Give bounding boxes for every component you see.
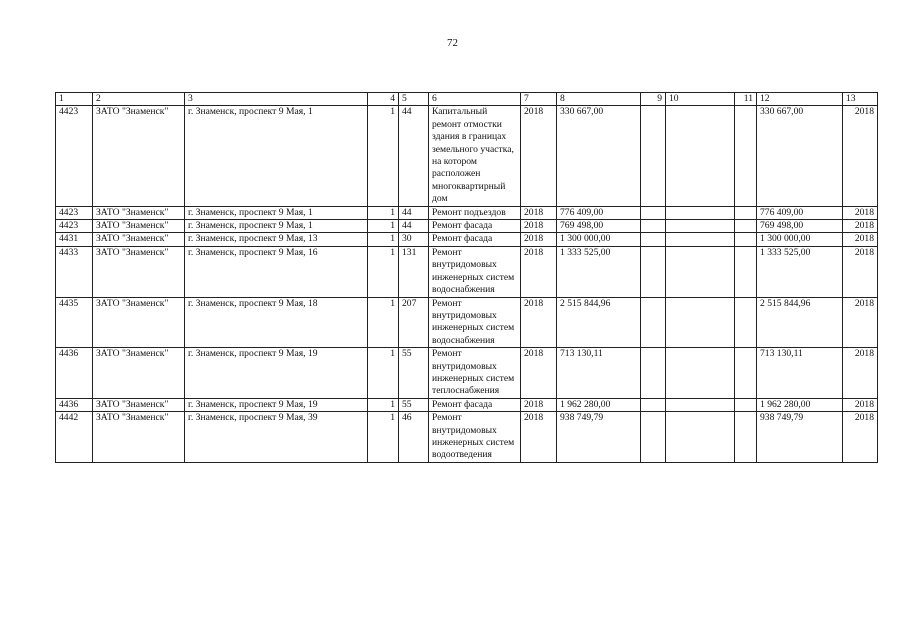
address-cell: г. Знаменск, проспект 9 Мая, 18 [185,297,368,348]
col11-cell [735,233,757,246]
column-header: 11 [735,93,757,106]
row-number-cell: 4435 [56,297,93,348]
total-cost-cell: 2 515 844,96 [757,297,843,348]
column-header: 7 [521,93,557,106]
address-cell: г. Знаменск, проспект 9 Мая, 16 [185,246,368,297]
municipality-cell: ЗАТО "Знаменск" [93,412,185,463]
work-type-cell: Ремонт подъездов [429,206,521,219]
row-number-cell: 4423 [56,206,93,219]
col10-cell [666,246,735,297]
address-cell: г. Знаменск, проспект 9 Мая, 19 [185,348,368,399]
total-cost-cell: 769 498,00 [757,220,843,233]
year-cell: 2018 [521,106,557,206]
address-cell: г. Знаменск, проспект 9 Мая, 13 [185,233,368,246]
cost-cell: 938 749,79 [557,412,641,463]
completion-year-cell: 2018 [843,233,878,246]
col5-cell: 30 [399,233,429,246]
address-cell: г. Знаменск, проспект 9 Мая, 1 [185,106,368,206]
completion-year-cell: 2018 [843,398,878,411]
municipality-cell: ЗАТО "Знаменск" [93,348,185,399]
capital-repair-table [55,92,878,463]
col10-cell [666,206,735,219]
total-cost-cell: 1 333 525,00 [757,246,843,297]
table-row [56,412,878,463]
header-row [56,93,878,106]
address-cell: г. Знаменск, проспект 9 Мая, 1 [185,220,368,233]
col4-cell: 1 [368,246,399,297]
table-row [56,398,878,411]
completion-year-cell: 2018 [843,412,878,463]
row-number-cell: 4423 [56,220,93,233]
column-header: 1 [56,93,93,106]
cost-cell: 1 300 000,00 [557,233,641,246]
col5-cell: 44 [399,206,429,219]
year-cell: 2018 [521,246,557,297]
col10-cell [666,348,735,399]
work-type-cell: Ремонт внутридомовых инженерных систем водоотведения [429,412,521,463]
work-type-cell: Ремонт фасада [429,233,521,246]
year-cell: 2018 [521,348,557,399]
col5-cell: 55 [399,348,429,399]
col10-cell [666,233,735,246]
cost-cell: 769 498,00 [557,220,641,233]
col4-cell: 1 [368,106,399,206]
year-cell: 2018 [521,398,557,411]
col11-cell [735,297,757,348]
year-cell: 2018 [521,220,557,233]
col10-cell [666,412,735,463]
municipality-cell: ЗАТО "Знаменск" [93,398,185,411]
municipality-cell: ЗАТО "Знаменск" [93,233,185,246]
col5-cell: 207 [399,297,429,348]
total-cost-cell: 776 409,00 [757,206,843,219]
cost-cell: 776 409,00 [557,206,641,219]
total-cost-cell: 1 300 000,00 [757,233,843,246]
col9-cell [641,220,666,233]
table-row [56,297,878,348]
table-row [56,233,878,246]
col9-cell [641,412,666,463]
col4-cell: 1 [368,297,399,348]
address-cell: г. Знаменск, проспект 9 Мая, 1 [185,206,368,219]
row-number-cell: 4433 [56,246,93,297]
cost-cell: 713 130,11 [557,348,641,399]
page-number: 72 [447,37,458,49]
col5-cell: 46 [399,412,429,463]
col9-cell [641,246,666,297]
total-cost-cell: 1 962 280,00 [757,398,843,411]
column-header: 2 [93,93,185,106]
work-type-cell: Ремонт внутридомовых инженерных систем водоснабжения [429,246,521,297]
col11-cell [735,106,757,206]
address-cell: г. Знаменск, проспект 9 Мая, 19 [185,398,368,411]
col10-cell [666,106,735,206]
column-header: 5 [399,93,429,106]
cost-cell: 1 962 280,00 [557,398,641,411]
column-header: 3 [185,93,368,106]
work-type-cell: Ремонт внутридомовых инженерных систем теплоснабжения [429,348,521,399]
municipality-cell: ЗАТО "Знаменск" [93,297,185,348]
col9-cell [641,233,666,246]
column-header: 6 [429,93,521,106]
col4-cell: 1 [368,233,399,246]
col9-cell [641,348,666,399]
year-cell: 2018 [521,297,557,348]
col9-cell [641,106,666,206]
column-header: 13 [843,93,878,106]
work-type-cell: Ремонт фасада [429,398,521,411]
table-row [56,106,878,206]
cost-cell: 1 333 525,00 [557,246,641,297]
column-header: 4 [368,93,399,106]
col5-cell: 131 [399,246,429,297]
col10-cell [666,398,735,411]
completion-year-cell: 2018 [843,246,878,297]
completion-year-cell: 2018 [843,206,878,219]
col4-cell: 1 [368,348,399,399]
total-cost-cell: 330 667,00 [757,106,843,206]
col11-cell [735,348,757,399]
total-cost-cell: 713 130,11 [757,348,843,399]
table-row [56,348,878,399]
row-number-cell: 4436 [56,348,93,399]
col5-cell: 55 [399,398,429,411]
col4-cell: 1 [368,220,399,233]
column-header: 8 [557,93,641,106]
col9-cell [641,297,666,348]
col11-cell [735,220,757,233]
col11-cell [735,398,757,411]
row-number-cell: 4436 [56,398,93,411]
completion-year-cell: 2018 [843,220,878,233]
work-type-cell: Капитальный ремонт отмостки здания в границах земельного участка, на котором расположен многоквартирный дом [429,106,521,206]
col5-cell: 44 [399,220,429,233]
work-type-cell: Ремонт внутридомовых инженерных систем водоснабжения [429,297,521,348]
address-cell: г. Знаменск, проспект 9 Мая, 39 [185,412,368,463]
row-number-cell: 4431 [56,233,93,246]
col10-cell [666,297,735,348]
col4-cell: 1 [368,398,399,411]
municipality-cell: ЗАТО "Знаменск" [93,246,185,297]
column-header: 12 [757,93,843,106]
completion-year-cell: 2018 [843,106,878,206]
municipality-cell: ЗАТО "Знаменск" [93,106,185,206]
table-row [56,246,878,297]
table-row [56,220,878,233]
total-cost-cell: 938 749,79 [757,412,843,463]
col11-cell [735,246,757,297]
table-row [56,206,878,219]
row-number-cell: 4423 [56,106,93,206]
col9-cell [641,206,666,219]
completion-year-cell: 2018 [843,297,878,348]
col5-cell: 44 [399,106,429,206]
work-type-cell: Ремонт фасада [429,220,521,233]
col10-cell [666,220,735,233]
col4-cell: 1 [368,206,399,219]
year-cell: 2018 [521,206,557,219]
col11-cell [735,206,757,219]
col9-cell [641,398,666,411]
column-header: 9 [641,93,666,106]
col4-cell: 1 [368,412,399,463]
municipality-cell: ЗАТО "Знаменск" [93,220,185,233]
completion-year-cell: 2018 [843,348,878,399]
row-number-cell: 4442 [56,412,93,463]
year-cell: 2018 [521,233,557,246]
year-cell: 2018 [521,412,557,463]
col11-cell [735,412,757,463]
municipality-cell: ЗАТО "Знаменск" [93,206,185,219]
column-header: 10 [666,93,735,106]
cost-cell: 2 515 844,96 [557,297,641,348]
cost-cell: 330 667,00 [557,106,641,206]
